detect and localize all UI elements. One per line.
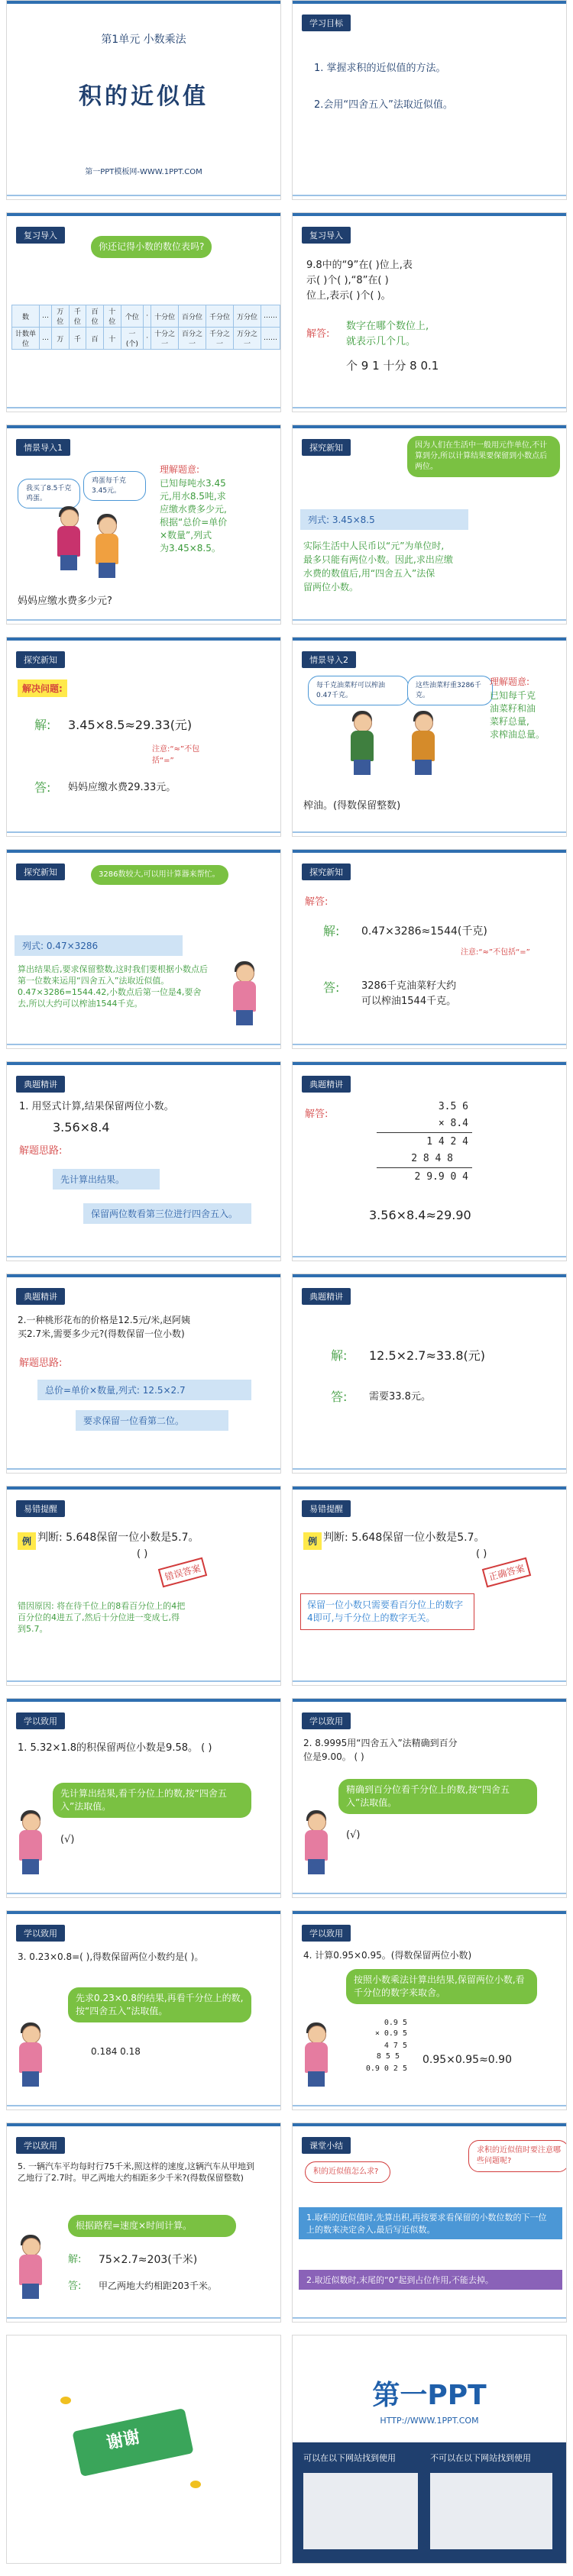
col-title: 可以在以下网站找到使用 [303, 2453, 396, 2463]
slide-example-1 [6, 1061, 281, 1261]
section-tag: 典题精讲 [302, 1288, 351, 1305]
slide-practice-3 [6, 1910, 281, 2110]
equation: 0.47×3286≈1544(千克) [361, 925, 487, 938]
unit-label: 第1单元 小数乘法 [101, 34, 186, 46]
summary-point-1: 1.取积的近似值时,先算出积,再按要求看保留的小数位数的下一位上的数来决定舍入,最后写近似数。 [299, 2207, 562, 2239]
answer-text: 妈妈应缴水费29.33元。 [68, 782, 176, 793]
section-tag: 典题精讲 [16, 1076, 65, 1093]
analysis-label: 理解题意: [490, 676, 530, 687]
answer-mark: (√) [346, 1829, 361, 1841]
wrong-stamp: 错误答案 [158, 1558, 207, 1588]
slide-mistake-wrong: 易错提醒 例 判断: 5.648保留一位小数是5.7。 ( ) 错误答案 错因原因: 将在待千位上的8看百分位上的4把百分位的4进五了,然后十分位进一变成七,得到5.7。 [6, 1486, 281, 1686]
bird-icon [60, 2397, 71, 2404]
slide-example-2: 典题精讲 2.一种桃形花布的价格是12.5元/米,赵阿姨 买2.7米,需要多少元?(得数保留一位小数) 解题思路: 总价=单价×数量,列式: 12.5×2.7 要求保留一位看第二位。 [6, 1273, 281, 1474]
goal-2: 2.会用“四舍五入”法取近似值。 [314, 99, 453, 111]
section-tag: 探究新知 [302, 439, 351, 456]
answer-values: 个 9 1 十分 8 0.1 [346, 359, 439, 373]
section-tag: 情景导入1 [16, 439, 70, 456]
answer-mark: (√) [60, 1834, 75, 1845]
slide-review-question [292, 212, 567, 412]
slide-explore-1: 探究新知 因为人们在生活中一般用元作单位,不计算到分,所以计算结果要保留到小数点后两位。 列式: 3.45×8.5 实际生活中人民币以“元”为单位时, 最多只能有两位小数。因此,求出应缴 水费的数值后,用“四舍五入”法保 留两位小数。 [292, 424, 567, 625]
slide-explore-4: 探究新知 解答: 解: 0.47×3286≈1544(千克) 注意:“≈”不包括“=” 答: 3286千克油菜籽大约 可以榨油1544千克。 [292, 849, 567, 1049]
solve-label: 解: [68, 2254, 82, 2265]
hint-bubble: 先计算出结果,看千分位上的数,按“四舍五入”法取值。 [53, 1783, 251, 1818]
girl-illustration [15, 2238, 45, 2299]
page-title: 积的近似值 [79, 83, 209, 110]
step-ribbon: 总价=单价×数量,列式: 12.5×2.7 [37, 1380, 251, 1400]
equation: 75×2.7≈203(千米) [99, 2254, 198, 2266]
problem-tag: 解决问题: [18, 680, 67, 697]
slide-scenario-2: 情景导入2 每千克油菜籽可以榨油0.47千克。 这些油菜籽重3286千克。 理解题意: 已知每千克 油菜籽和油 菜籽总量, 求榨油总量。 榨油。(得数保留整数) [292, 637, 567, 837]
question-line: 示( )个( ),“8”在( ) [306, 275, 389, 286]
worker-illustration [346, 714, 377, 775]
idea-label: 解题思路: [19, 1357, 63, 1369]
formula-ribbon: 列式: 0.47×3286 [15, 935, 183, 956]
info-box [430, 2473, 552, 2549]
answer-label: 答: [34, 780, 51, 795]
answer-label: 解答: [305, 896, 329, 908]
girl-illustration [228, 964, 259, 1025]
section-tag: 学以致用 [16, 1712, 65, 1729]
answer-hint: 就表示几个几。 [346, 336, 416, 347]
step-ribbon: 保留两位数看第三位进行四舍五入。 [83, 1203, 251, 1224]
section-tag: 复习导入 [302, 227, 351, 244]
worker-illustration [407, 714, 438, 775]
section-tag: 学以致用 [16, 1925, 65, 1942]
scenario-question: 妈妈应缴水费多少元? [18, 596, 112, 607]
question-text: 3. 0.23×0.8=( ),得数保留两位小数约是( )。 [18, 1951, 204, 1962]
hint-bubble: 精确到百分位看千分位上的数,按“四舍五入”法取值。 [338, 1779, 537, 1814]
solve-label: 解: [34, 718, 51, 732]
summary-point-2: 2.取近似数时,末尾的“0”起到占位作用,不能去掉。 [299, 2270, 562, 2290]
result: 3.56×8.4≈29.90 [369, 1208, 471, 1222]
section-tag: 学以致用 [16, 2137, 65, 2154]
step-ribbon: 要求保留一位看第二位。 [76, 1410, 228, 1431]
slide-practice-4: 学以致用 4. 计算0.95×0.95。(得数保留两位小数) 按照小数乘法计算出结果,保留两位小数,看千分位的数字来取舍。 0.9 5 × 0.9 5 4 7 5 8 5 5 0.9 0 2 5 0.95×0.95≈0.90 [292, 1910, 567, 2110]
question-text: 4. 计算0.95×0.95。(得数保留两位小数) [303, 1950, 472, 1961]
section-tag: 复习导入 [16, 227, 65, 244]
divider [377, 1167, 472, 1168]
answer-values: 0.184 0.18 [91, 2046, 141, 2057]
slide-summary [292, 2122, 567, 2323]
table-row: 数 … 万位 千位 百位 十位 个位 · 十分位 百分位 千分位 万分位 …… [12, 305, 280, 328]
slide-practice-2: 学以致用 2. 8.9995用“四舍五入”法精确到百分 位是9.00。 ( ) 精确到百分位看千分位上的数,按“四舍五入”法取值。 (√) [292, 1698, 567, 1898]
speech-bubble: 积的近似值怎么求? [305, 2161, 390, 2183]
equation: 3.45×8.5≈29.33(元) [68, 718, 193, 732]
section-tag: 探究新知 [16, 651, 65, 668]
girl-illustration [300, 1813, 331, 1874]
col-title: 不可以在以下网站找到使用 [430, 2453, 531, 2463]
answer-text: 需要33.8元。 [369, 1391, 431, 1403]
slide-scenario-1: 情景导入1 我买了8.5千克鸡蛋。 鸡蛋每千克3.45元。 理解题意: 已知每吨水3.45 元,用水8.5吨,求 应缴水费多少元, 根据“总价=单价 ×数量”,列式 为3.45×8.5。 妈妈应缴水费多少元? [6, 424, 281, 625]
girl-illustration [15, 2026, 45, 2087]
hint-bubble: 根据路程=速度×时间计算。 [68, 2215, 236, 2237]
question-text: 判断: 5.648保留一位小数是5.7。 [323, 1532, 485, 1544]
slide-example-2-answer [292, 1273, 567, 1474]
slide-explore-3 [6, 849, 281, 1049]
answer-label: 答: [331, 1390, 348, 1404]
slide-thanks [6, 2335, 281, 2564]
review-bubble: 你还记得小数的数位表吗? [91, 236, 212, 258]
question-line: 9.8中的“9”在( )位上,表 [306, 260, 413, 271]
mother-illustration [53, 509, 83, 570]
speech-bubble: 鸡蛋每千克3.45元。 [83, 471, 146, 501]
answer-label: 答: [68, 2281, 82, 2292]
slide-example-1-answer: 典题精讲 解答: 3.5 6 × 8.4 1 4 2 4 2 8 4 8 2 9.9 0 4 3.56×8.4≈29.90 [292, 1061, 567, 1261]
speech-bubble: 这些油菜籽重3286千克。 [407, 676, 493, 705]
speech-bubble: 求积的近似值时要注意哪些问题呢? [468, 2140, 567, 2172]
answer-label: 解答: [306, 328, 330, 340]
section-tag: 情景导入2 [302, 651, 356, 668]
section-tag: 学习目标 [302, 15, 351, 31]
equation: 12.5×2.7≈33.8(元) [369, 1348, 485, 1363]
section-tag: 探究新知 [16, 864, 65, 880]
step-ribbon: 先计算出结果。 [53, 1169, 160, 1190]
slide-mistake-right: 易错提醒 例 判断: 5.648保留一位小数是5.7。 ( ) 正确答案 保留一位小数只需要看百分位上的数字4即可,与千分位上的数字无关。 [292, 1486, 567, 1686]
section-tag: 易错提醒 [302, 1500, 351, 1517]
scenario-question: 榨油。(得数保留整数) [303, 800, 401, 812]
goal-1: 1. 掌握求积的近似值的方法。 [314, 63, 446, 74]
slide-goals [292, 0, 567, 200]
section-tag: 易错提醒 [16, 1500, 65, 1517]
explanation: 算出结果后,要求保留整数,这时我们要根据小数点后第一位数来运用“四舍五入”法取近似值。0.47×3286=1544.42,小数点后第一位是4,要舍去,所以大约可以榨油1544千克。 [18, 964, 208, 1009]
info-box [303, 2473, 418, 2549]
analysis-label: 理解题意: [160, 464, 200, 475]
result: 0.95×0.95≈0.90 [422, 2054, 512, 2066]
section-tag: 探究新知 [302, 864, 351, 880]
example-tag: 例 [303, 1532, 322, 1550]
solve-label: 解: [323, 924, 340, 938]
slide-explore-2: 探究新知 解决问题: 解: 3.45×8.5≈29.33(元) 注意:“≈”不包 括“=” 答: 妈妈应缴水费29.33元。 [6, 637, 281, 837]
hint-bubble: 按照小数乘法计算出结果,保留两位小数,看千分位的数字来取舍。 [346, 1969, 537, 2004]
info-panel [293, 2442, 566, 2564]
answer-label: 答: [323, 980, 340, 995]
section-tag: 学以致用 [302, 1712, 351, 1729]
divider [377, 1132, 472, 1133]
child-illustration [91, 517, 121, 578]
correct-note: 保留一位小数只需要看百分位上的数字4即可,与千分位上的数字无关。 [300, 1593, 474, 1630]
girl-illustration [15, 1813, 45, 1874]
question-text: 1. 5.32×1.8的积保留两位小数是9.58。 ( ) [18, 1742, 212, 1754]
question-text: 5. 一辆汽车平均每时行75千米,照这样的速度,这辆汽车从甲地到乙地行了2.7时。甲乙两地大约相距多少千米?(得数保留整数) [18, 2161, 254, 2183]
formula-ribbon: 列式: 3.45×8.5 [300, 509, 468, 530]
error-note: 错因原因: 将在待千位上的8看百分位上的4把百分位的4进五了,然后十分位进一变成七,得到5.7。 [18, 1601, 186, 1634]
slide-practice-5 [6, 2122, 281, 2323]
section-tag: 学以致用 [302, 1925, 351, 1942]
question-line: 位上,表示( )个( )。 [306, 290, 391, 302]
idea-label: 解题思路: [19, 1145, 63, 1157]
thanks-text: 谢谢 [105, 2427, 142, 2454]
question-text: 判断: 5.648保留一位小数是5.7。 [37, 1532, 199, 1544]
section-tag: 课堂小结 [302, 2137, 351, 2154]
answer-label: 解答: [305, 1109, 329, 1120]
section-tag: 典题精讲 [302, 1076, 351, 1093]
slide-cover [6, 0, 281, 200]
brand-logo: 第一PPT [372, 2380, 487, 2411]
solve-label: 解: [331, 1348, 348, 1363]
hint-bubble: 先求0.23×0.8的结果,再看千分位上的数,按“四舍五入”法取值。 [68, 1987, 251, 2022]
speech-bubble: 我买了8.5千克鸡蛋。 [18, 479, 80, 508]
answer-text: 甲乙两地大约相距203千米。 [99, 2281, 217, 2291]
slide-review-table [6, 212, 281, 412]
slide-brand [292, 2335, 567, 2564]
brand-url[interactable]: HTTP://WWW.1PPT.COM [380, 2416, 479, 2426]
hint-bubble: 因为人们在生活中一般用元作单位,不计算到分,所以计算结果要保留到小数点后两位。 [407, 436, 560, 477]
speech-bubble: 每千克油菜籽可以榨油0.47千克。 [308, 676, 409, 705]
hint-bubble: 3286数较大,可以用计算器来帮忙。 [91, 865, 228, 885]
slide-practice-1 [6, 1698, 281, 1898]
question-text: 1. 用竖式计算,结果保留两位小数。 [19, 1101, 174, 1112]
answer-hint: 数字在哪个数位上, [346, 321, 429, 332]
expression: 3.56×8.4 [53, 1120, 110, 1135]
girl-illustration [300, 2026, 331, 2087]
cover-link[interactable]: 第一PPT模板网-WWW.1PPT.COM [85, 168, 202, 176]
bird-icon [190, 2481, 201, 2488]
table-row: 计数单位 … 万 千 百 十 一(个) · 十分之一 百分之一 千分之一 万分之一 …… [12, 328, 280, 350]
example-tag: 例 [18, 1532, 36, 1550]
correct-stamp: 正确答案 [482, 1558, 531, 1588]
section-tag: 典题精讲 [16, 1288, 65, 1305]
place-value-table [11, 305, 280, 350]
